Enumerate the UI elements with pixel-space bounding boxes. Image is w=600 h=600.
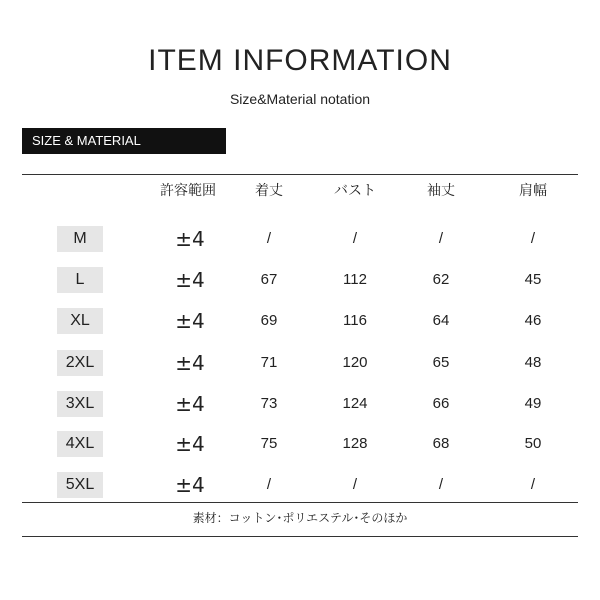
shoulder-cell: 50 (524, 435, 542, 452)
tolerance-cell: ±4 (175, 268, 205, 292)
bust-cell: / (352, 476, 358, 493)
size-badge: M (57, 226, 103, 252)
length-cell: 67 (260, 271, 278, 288)
sleeve-cell: 64 (432, 312, 450, 329)
bust-cell: 128 (342, 435, 368, 452)
tolerance-cell: ±4 (175, 309, 205, 333)
table-row (0, 391, 600, 419)
table-row (0, 267, 600, 295)
sleeve-cell: 68 (432, 435, 450, 452)
shoulder-cell: / (530, 476, 536, 493)
header-sleeve: 袖丈 (427, 183, 455, 199)
tolerance-cell: ±4 (175, 473, 205, 497)
bust-cell: 112 (343, 271, 367, 288)
sleeve-cell: 66 (432, 395, 450, 412)
table-header (0, 180, 600, 202)
size-badge: 4XL (57, 431, 103, 457)
material-note: 素材：コットン･ポリエステル･そのほか (192, 511, 408, 525)
size-badge: 2XL (57, 350, 103, 376)
page-subtitle: Size&Material notation (229, 91, 371, 107)
length-cell: 75 (260, 435, 278, 452)
shoulder-cell: / (530, 230, 536, 247)
table-top-rule (22, 174, 578, 175)
size-badge: 3XL (57, 391, 103, 417)
table-bottom-rule (22, 536, 578, 537)
length-cell: / (266, 230, 272, 247)
page-title: ITEM INFORMATION (148, 44, 452, 77)
shoulder-cell: 45 (524, 271, 542, 288)
section-bar: SIZE & MATERIAL (22, 128, 226, 154)
bust-cell: 120 (342, 354, 368, 371)
sleeve-cell: 62 (432, 271, 450, 288)
sleeve-cell: / (438, 476, 444, 493)
bust-cell: / (352, 230, 358, 247)
table-row (0, 472, 600, 500)
shoulder-cell: 48 (524, 354, 542, 371)
size-badge: XL (57, 308, 103, 334)
table-row (0, 350, 600, 378)
tolerance-cell: ±4 (175, 392, 205, 416)
tolerance-cell: ±4 (175, 432, 205, 456)
shoulder-cell: 49 (524, 395, 542, 412)
length-cell: 69 (260, 312, 278, 329)
header-bust: バスト (334, 183, 376, 199)
length-cell: 73 (260, 395, 278, 412)
tolerance-cell: ±4 (175, 227, 205, 251)
size-badge: L (57, 267, 103, 293)
length-cell: / (266, 476, 272, 493)
table-row (0, 308, 600, 336)
bust-cell: 124 (342, 395, 368, 412)
header-length: 着丈 (255, 183, 283, 199)
bust-cell: 116 (343, 312, 367, 329)
length-cell: 71 (260, 354, 278, 371)
tolerance-cell: ±4 (175, 351, 205, 375)
table-row (0, 431, 600, 459)
size-badge: 5XL (57, 472, 103, 498)
header-tolerance: 許容範囲 (160, 183, 216, 199)
sleeve-cell: / (438, 230, 444, 247)
sleeve-cell: 65 (432, 354, 450, 371)
table-mid-rule (22, 502, 578, 503)
header-shoulder: 肩幅 (519, 183, 547, 199)
table-row (0, 226, 600, 254)
shoulder-cell: 46 (524, 312, 542, 329)
